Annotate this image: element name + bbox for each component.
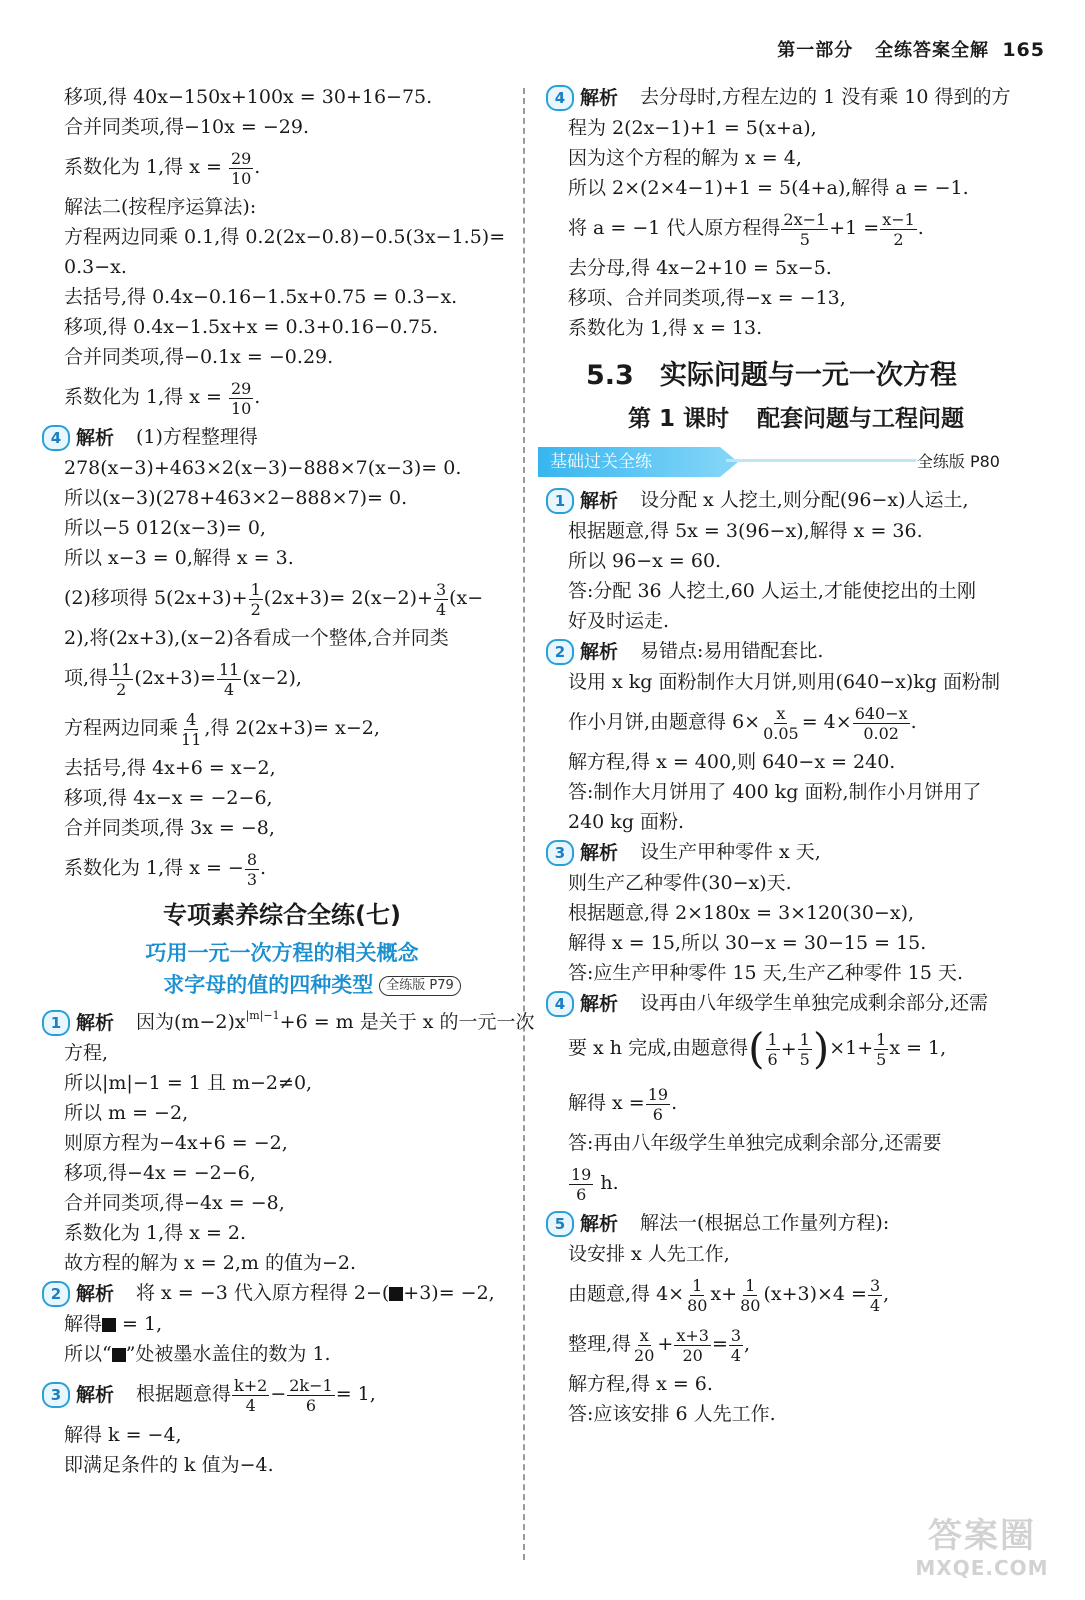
question-number-badge: 2 [42, 1281, 70, 1307]
text-line: 系数化为 1,得 x = $\frac{29}{10}$ . [64, 148, 261, 188]
watermark-logo: 答案圈 MXQE.COM [915, 1516, 1049, 1580]
header-part: 第一部分 [777, 40, 854, 61]
text-line: 解方程,得 x = 400,则 640−x = 240. [568, 751, 896, 773]
left-column [42, 82, 535, 1480]
lesson-title: 第 1 课时 配套问题与工程问题 [627, 406, 965, 432]
text-line: 解得 = 1, [64, 1313, 163, 1335]
question-number-badge: 5 [546, 1211, 574, 1237]
text-line: 方程两边同乘 $\frac{4}{11}$ ,得 2(2x+3)= x−2, [64, 709, 380, 749]
fraction: $\frac{1}{80}$ [740, 1275, 761, 1315]
text-line: (2)移项得 5(2x+3)+ $\frac{1}{2}$ (2x+3)= 2(x−2)+ $\frac{3}{4}$ (x− [64, 579, 484, 619]
section-title: 专项素养综合全练(七) [163, 901, 401, 929]
question-4-right: 4 解析 去分母时,方程左边的 1 没有乘 10 得到的方 [546, 82, 1046, 113]
fraction: $\frac{x}{0.05}$ [763, 703, 799, 743]
analysis-label: 解析 [580, 641, 619, 663]
fraction: $\frac{1}{5}$ [876, 1029, 887, 1069]
text-line: 系数化为 1,得 x = 2. [64, 1222, 247, 1244]
text-line: 系数化为 1,得 x = − $\frac{8}{3}$ . [64, 849, 267, 889]
text-line: 解得 x = 15,所以 30−x = 30−15 = 15. [568, 932, 927, 954]
fraction: $\frac{640-x}{0.02}$ [854, 703, 908, 743]
section-subtitle: 巧用一元一次方程的相关概念 [145, 941, 419, 965]
text-line: 解方程,得 x = 6. [568, 1373, 713, 1395]
text-line: 根据题意,得 5x = 3(96−x),解得 x = 36. [568, 520, 923, 542]
question-number-badge: 3 [42, 1382, 70, 1408]
ink-blot-square [102, 1318, 116, 1332]
fraction: $\frac{3}{4}$ [869, 1275, 881, 1315]
text-line: 去括号,得 4x+6 = x−2, [64, 757, 276, 779]
text-line: $\frac{19}{6}$ h. [571, 1164, 619, 1204]
text-line: 好及时运走. [568, 610, 670, 632]
question-1: 1 解析 因为$(m-2)x^{|m|-1}+6 = m$ 是关于 x 的一元一次 [42, 1001, 522, 1038]
question-number-badge: 4 [546, 85, 574, 111]
question-number-badge: 4 [546, 991, 574, 1017]
text-line: 由题意,得 4× $\frac{1}{80}$ x+ $\frac{1}{80}$ (x+3)×4 = $\frac{3}{4}$ , [568, 1275, 890, 1315]
fraction: $\frac{29}{10}$ [230, 148, 252, 188]
question-4b-right: 4 解析 设再由八年级学生单独完成剩余部分,还需 [546, 988, 1046, 1019]
question-number-badge: 3 [546, 840, 574, 866]
question-5-right: 5 解析 解法一(根据总工作量列方程): [546, 1208, 1046, 1239]
text-line: 则生产乙种零件(30−x)天. [568, 872, 792, 894]
page-number: 165 [1002, 39, 1045, 61]
page-ref: 全练版 P80 [916, 452, 1000, 471]
question-number-badge: 2 [546, 639, 574, 665]
text-line: 方程, [64, 1042, 109, 1064]
fraction: $\frac{x-1}{2}$ [882, 209, 915, 249]
question-number-badge: 1 [546, 488, 574, 514]
analysis-label: 解析 [76, 427, 115, 449]
text-line: 所以 2×(2×4−1)+1 = 5(4+a),解得 a = −1. [568, 177, 969, 199]
fraction: $\frac{19}{6}$ [647, 1084, 669, 1124]
text-line: 去括号,得 0.4x−0.16−1.5x+0.75 = 0.3−x. [64, 286, 458, 308]
text-line: 即满足条件的 k 值为−4. [64, 1454, 274, 1476]
text-line: 解法二(按程序运算法): [64, 196, 257, 218]
ink-blot-square [389, 1287, 403, 1301]
fraction: $\frac{x+3}{20}$ [676, 1325, 709, 1365]
fraction: $\frac{11}{4}$ [218, 659, 240, 699]
text-line: 解得 x = $\frac{19}{6}$ . [568, 1084, 678, 1124]
text-line: 将 a = −1 代人原方程得 $\frac{2x-1}{5}$ +1 = $\frac{x-1}{2}$ . [568, 209, 924, 249]
analysis-label: 解析 [580, 993, 619, 1015]
fraction: $\frac{8}{3}$ [246, 849, 258, 889]
text-line: 设用 x kg 面粉制作大月饼,则用(640−x)kg 面粉制 [568, 671, 1000, 693]
text-line: 2),将(2x+3),(x−2)各看成一个整体,合并同类 [64, 627, 449, 649]
text-line: 移项,得 4x−x = −2−6, [64, 787, 273, 809]
text-line: 方程两边同乘 0.1,得 0.2(2x−0.8)−0.5(3x−1.5)= [64, 226, 506, 248]
banner-label: 基础过关全练 [538, 447, 720, 477]
text-line: 程为 2(2x−1)+1 = 5(x+a), [568, 117, 817, 139]
text-line: 0.3−x. [64, 256, 127, 278]
text-line: 答:应生产甲种零件 15 天,生产乙种零件 15 天. [568, 962, 963, 984]
text-line: 解得 k = −4, [64, 1424, 182, 1446]
ink-blot-square [112, 1348, 126, 1362]
fraction: $\frac{2x-1}{5}$ [783, 209, 827, 249]
right-column [546, 82, 1046, 1429]
fraction: $\frac{3}{4}$ [730, 1325, 742, 1365]
analysis-label: 解析 [580, 87, 619, 109]
fraction: $\frac{x}{20}$ [634, 1325, 655, 1365]
fraction: $\frac{2k-1}{6}$ [289, 1375, 333, 1415]
question-number-badge: 1 [42, 1010, 70, 1036]
text-line: 所以 x−3 = 0,解得 x = 3. [64, 547, 294, 569]
analysis-label: 解析 [580, 1213, 619, 1235]
section-subtitle-2: 求字母的值的四种类型 全练版 P79 [42, 969, 522, 1001]
question-4: 4 解析 (1)方程整理得 [42, 422, 522, 453]
analysis-label: 解析 [76, 1012, 115, 1034]
banner-line [726, 459, 916, 462]
fraction: $\frac{1}{80}$ [687, 1275, 708, 1315]
text-line: 故方程的解为 x = 2,m 的值为−2. [64, 1252, 356, 1274]
text-line: 则原方程为−4x+6 = −2, [64, 1132, 288, 1154]
section-banner [546, 445, 1046, 479]
text-line: 合并同类项,得−0.1x = −0.29. [64, 346, 334, 368]
question-2-right: 2 解析 易错点:易用错配套比. [546, 636, 1046, 667]
analysis-label: 解析 [580, 842, 619, 864]
text-line: 所以 96−x = 60. [568, 550, 722, 572]
question-1-right: 1 解析 设分配 x 人挖土,则分配(96−x)人运土, [546, 485, 1046, 516]
fraction: $\frac{3}{4}$ [435, 579, 447, 619]
text-line: 合并同类项,得−4x = −8, [64, 1192, 285, 1214]
text-line: 去分母,得 4x−2+10 = 5x−5. [568, 257, 832, 279]
text-line: 系数化为 1,得 x = $\frac{29}{10}$ . [64, 378, 261, 418]
text-line: 作小月饼,由题意得 6× $\frac{x}{0.05}$ = 4× $\frac{640-x}{0.02}$ . [568, 703, 917, 743]
analysis-label: 解析 [76, 1384, 115, 1406]
text-line: 移项,得−4x = −2−6, [64, 1162, 256, 1184]
text-line: 移项、合并同类项,得−x = −13, [568, 287, 846, 309]
question-number-badge: 4 [42, 425, 70, 451]
fraction: $\frac{1}{2}$ [250, 579, 261, 619]
question-2: 2 解析 将 x = −3 代入原方程得 2−( +3)= −2, [42, 1278, 522, 1309]
fraction: $\frac{29}{10}$ [230, 378, 252, 418]
text-line: 因为这个方程的解为 x = 4, [568, 147, 802, 169]
text-line: 所以−5 012(x−3)= 0, [64, 517, 266, 539]
text-line: 设安排 x 人先工作, [568, 1243, 730, 1265]
text-line: 合并同类项,得−10x = −29. [64, 116, 309, 138]
page-ref-tag: 全练版 P79 [379, 976, 461, 996]
text-line: 所以“ ”处被墨水盖住的数为 1. [64, 1343, 331, 1365]
text-line: 移项,得 0.4x−1.5x+x = 0.3+0.16−0.75. [64, 316, 439, 338]
text-line: 答:再由八年级学生单独完成剩余部分,还需要 [568, 1132, 942, 1154]
text-line: 合并同类项,得 3x = −8, [64, 817, 275, 839]
text-line: 答:制作大月饼用了 400 kg 面粉,制作小月饼用了 [568, 781, 982, 803]
text-line: 答:分配 36 人挖土,60 人运土,才能使挖出的土刚 [568, 580, 976, 602]
text-line: 移项,得 40x−150x+100x = 30+16−75. [64, 86, 433, 108]
analysis-label: 解析 [76, 1283, 115, 1305]
text-line: 整理,得 $\frac{x}{20}$ + $\frac{x+3}{20}$ = $\frac{3}{4}$ , [568, 1325, 751, 1365]
chapter-title: 5.3 实际问题与一元一次方程 [586, 360, 957, 391]
fraction: $\frac{4}{11}$ [181, 709, 202, 749]
text-line: 278(x−3)+463×2(x−3)−888×7(x−3)= 0. [64, 457, 462, 479]
fraction: $\frac{1}{6}$ [767, 1029, 778, 1069]
text-line: 要 x h 完成,由题意得 ( $\frac{1}{6}$ + $\frac{1}{5}$ ) ×1+ $\frac{1}{5}$ x = 1, [568, 1024, 947, 1073]
text-line: 所以(x−3)(278+463×2−888×7)= 0. [64, 487, 408, 509]
question-3: 3 解析 根据题意得 $\frac{k+2}{4}$ − $\frac{2k-1}{6}$ = 1, [42, 1369, 522, 1420]
text-line: 240 kg 面粉. [568, 811, 685, 833]
page-header [777, 36, 1045, 62]
column-divider [523, 88, 525, 1560]
text-line: 根据题意,得 2×180x = 3×120(30−x), [568, 902, 915, 924]
text-line: 所以 m = −2, [64, 1102, 189, 1124]
fraction: $\frac{11}{2}$ [111, 659, 132, 699]
text-line: 答:应该安排 6 人先工作. [568, 1403, 776, 1425]
text-line: 所以|m|−1 = 1 且 m−2≠0, [64, 1072, 313, 1094]
analysis-label: 解析 [580, 490, 619, 512]
fraction: $\frac{k+2}{4}$ [234, 1375, 268, 1415]
fraction: $\frac{19}{6}$ [571, 1164, 592, 1204]
question-3-right: 3 解析 设生产甲种零件 x 天, [546, 837, 1046, 868]
text-line: 系数化为 1,得 x = 13. [568, 317, 763, 339]
header-title: 全练答案全解 [875, 40, 990, 61]
fraction: $\frac{1}{5}$ [799, 1029, 810, 1069]
text-line: 项,得 $\frac{11}{2}$ (2x+3)= $\frac{11}{4}$ (x−2), [64, 659, 302, 699]
